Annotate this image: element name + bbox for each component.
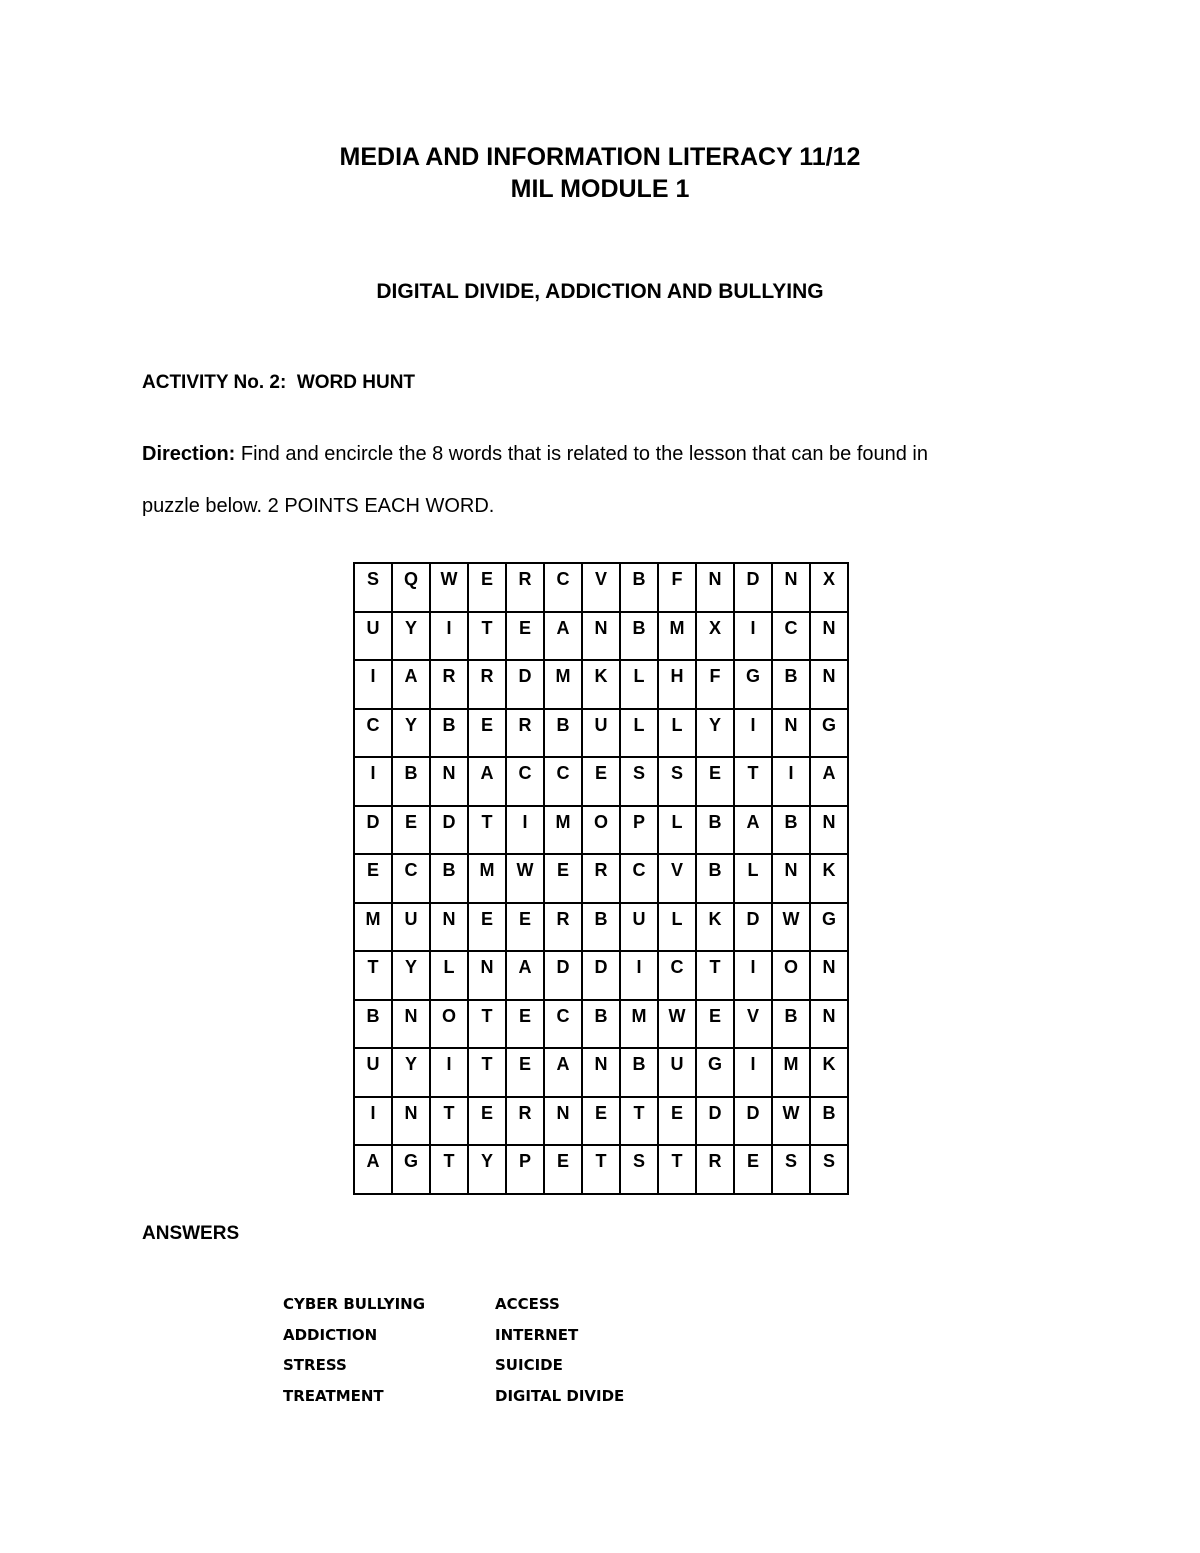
grid-cell[interactable]: V xyxy=(658,854,696,903)
grid-cell[interactable]: T xyxy=(696,951,734,1000)
grid-cell[interactable]: K xyxy=(696,903,734,952)
grid-cell[interactable]: C xyxy=(392,854,430,903)
grid-row xyxy=(354,1097,848,1146)
grid-cell[interactable]: X xyxy=(810,563,848,612)
grid-cell[interactable]: W xyxy=(430,563,468,612)
grid-cell[interactable]: S xyxy=(620,1145,658,1194)
grid-cell[interactable]: E xyxy=(468,1097,506,1146)
grid-cell[interactable]: U xyxy=(354,1048,392,1097)
grid-cell[interactable]: L xyxy=(620,660,658,709)
grid-cell[interactable]: E xyxy=(734,1145,772,1194)
grid-cell[interactable]: N xyxy=(810,1000,848,1049)
grid-cell[interactable]: S xyxy=(354,563,392,612)
grid-row xyxy=(354,854,848,903)
grid-cell[interactable]: T xyxy=(468,1048,506,1097)
grid-cell[interactable]: I xyxy=(354,757,392,806)
grid-cell[interactable]: E xyxy=(696,1000,734,1049)
direction-line-2: puzzle below. 2 POINTS EACH WORD. xyxy=(142,495,495,517)
grid-cell[interactable]: G xyxy=(734,660,772,709)
lesson-subtitle: DIGITAL DIVIDE, ADDICTION AND BULLYING xyxy=(376,280,824,303)
grid-cell[interactable]: E xyxy=(354,854,392,903)
grid-cell[interactable]: L xyxy=(734,854,772,903)
grid-cell[interactable]: T xyxy=(582,1145,620,1194)
grid-cell[interactable]: L xyxy=(430,951,468,1000)
grid-row xyxy=(354,1048,848,1097)
grid-cell[interactable]: T xyxy=(734,757,772,806)
grid-cell[interactable]: D xyxy=(544,951,582,1000)
grid-cell[interactable]: I xyxy=(734,951,772,1000)
grid-cell[interactable]: B xyxy=(772,660,810,709)
grid-cell[interactable]: K xyxy=(582,660,620,709)
grid-cell[interactable]: D xyxy=(734,903,772,952)
grid-row xyxy=(354,757,848,806)
grid-cell[interactable]: E xyxy=(582,1097,620,1146)
grid-cell[interactable]: N xyxy=(430,903,468,952)
grid-cell[interactable]: N xyxy=(582,612,620,661)
grid-cell[interactable]: B xyxy=(696,806,734,855)
grid-cell[interactable]: R xyxy=(506,563,544,612)
grid-cell[interactable]: Y xyxy=(392,1048,430,1097)
grid-cell[interactable]: D xyxy=(506,660,544,709)
grid-cell[interactable]: M xyxy=(620,1000,658,1049)
grid-cell[interactable]: N xyxy=(810,660,848,709)
grid-cell[interactable]: B xyxy=(620,612,658,661)
grid-cell[interactable]: S xyxy=(658,757,696,806)
grid-cell[interactable]: B xyxy=(620,1048,658,1097)
grid-cell[interactable]: T xyxy=(354,951,392,1000)
grid-cell[interactable]: B xyxy=(582,903,620,952)
grid-cell[interactable]: M xyxy=(468,854,506,903)
grid-row xyxy=(354,951,848,1000)
grid-cell[interactable]: V xyxy=(734,1000,772,1049)
document-title: MEDIA AND INFORMATION LITERACY 11/12 xyxy=(339,143,861,171)
grid-cell[interactable]: R xyxy=(506,1097,544,1146)
grid-cell[interactable]: E xyxy=(392,806,430,855)
grid-cell[interactable]: A xyxy=(354,1145,392,1194)
grid-cell[interactable]: E xyxy=(544,854,582,903)
grid-cell[interactable]: F xyxy=(658,563,696,612)
grid-row xyxy=(354,806,848,855)
grid-cell[interactable]: C xyxy=(354,709,392,758)
grid-cell[interactable]: R xyxy=(582,854,620,903)
grid-cell[interactable]: U xyxy=(582,709,620,758)
grid-cell[interactable]: N xyxy=(430,757,468,806)
grid-cell[interactable]: Y xyxy=(392,709,430,758)
grid-cell[interactable]: I xyxy=(620,951,658,1000)
grid-cell[interactable]: E xyxy=(506,903,544,952)
grid-cell[interactable]: A xyxy=(392,660,430,709)
grid-cell[interactable]: M xyxy=(544,806,582,855)
grid-cell[interactable]: N xyxy=(582,1048,620,1097)
grid-cell[interactable]: G xyxy=(810,903,848,952)
grid-row xyxy=(354,660,848,709)
direction-label: Direction: xyxy=(142,443,236,465)
grid-cell[interactable]: I xyxy=(354,1097,392,1146)
grid-cell[interactable]: C xyxy=(544,1000,582,1049)
word-search-grid xyxy=(353,562,849,1195)
grid-cell[interactable]: M xyxy=(354,903,392,952)
grid-row xyxy=(354,709,848,758)
grid-cell[interactable]: D xyxy=(354,806,392,855)
grid-row xyxy=(354,1145,848,1194)
answer-item: INTERNET xyxy=(495,1326,579,1344)
grid-cell[interactable]: C xyxy=(620,854,658,903)
answer-item: DIGITAL DIVIDE xyxy=(495,1387,625,1405)
grid-cell[interactable]: B xyxy=(582,1000,620,1049)
grid-cell[interactable]: K xyxy=(810,854,848,903)
grid-cell[interactable]: L xyxy=(658,709,696,758)
grid-cell[interactable]: R xyxy=(430,660,468,709)
grid-cell[interactable]: I xyxy=(734,1048,772,1097)
grid-cell[interactable]: I xyxy=(734,612,772,661)
grid-cell[interactable]: E xyxy=(468,903,506,952)
grid-cell[interactable]: Q xyxy=(392,563,430,612)
grid-cell[interactable]: E xyxy=(506,1000,544,1049)
grid-cell[interactable]: R xyxy=(544,903,582,952)
grid-cell[interactable]: F xyxy=(696,660,734,709)
grid-cell[interactable]: N xyxy=(810,951,848,1000)
grid-cell[interactable]: U xyxy=(620,903,658,952)
grid-cell[interactable]: E xyxy=(468,709,506,758)
grid-cell[interactable]: C xyxy=(506,757,544,806)
answer-item: SUICIDE xyxy=(495,1356,563,1374)
grid-cell[interactable]: W xyxy=(772,1097,810,1146)
grid-cell[interactable]: Y xyxy=(392,612,430,661)
grid-cell[interactable]: I xyxy=(506,806,544,855)
grid-cell[interactable]: B xyxy=(430,709,468,758)
grid-cell[interactable]: N xyxy=(810,612,848,661)
grid-cell[interactable]: E xyxy=(506,1048,544,1097)
grid-cell[interactable]: U xyxy=(658,1048,696,1097)
grid-cell[interactable]: S xyxy=(620,757,658,806)
grid-cell[interactable]: R xyxy=(506,709,544,758)
grid-cell[interactable]: I xyxy=(772,757,810,806)
grid-cell[interactable]: C xyxy=(658,951,696,1000)
answer-item: ADDICTION xyxy=(283,1326,378,1344)
grid-cell[interactable]: T xyxy=(468,1000,506,1049)
grid-cell[interactable]: T xyxy=(658,1145,696,1194)
grid-cell[interactable]: B xyxy=(696,854,734,903)
grid-cell[interactable]: U xyxy=(392,903,430,952)
grid-cell[interactable]: N xyxy=(772,854,810,903)
grid-cell[interactable]: E xyxy=(658,1097,696,1146)
grid-cell[interactable]: C xyxy=(544,563,582,612)
grid-cell[interactable]: I xyxy=(354,660,392,709)
grid-cell[interactable]: A xyxy=(468,757,506,806)
grid-cell[interactable]: N xyxy=(544,1097,582,1146)
grid-row xyxy=(354,563,848,612)
grid-cell[interactable]: S xyxy=(810,1145,848,1194)
grid-cell[interactable]: O xyxy=(582,806,620,855)
grid-cell[interactable]: T xyxy=(620,1097,658,1146)
grid-cell[interactable]: N xyxy=(772,563,810,612)
grid-cell[interactable]: O xyxy=(430,1000,468,1049)
grid-cell[interactable]: B xyxy=(354,1000,392,1049)
grid-cell[interactable]: E xyxy=(696,757,734,806)
grid-cell[interactable]: X xyxy=(696,612,734,661)
grid-cell[interactable]: A xyxy=(810,757,848,806)
grid-cell[interactable]: A xyxy=(544,612,582,661)
grid-cell[interactable]: G xyxy=(696,1048,734,1097)
grid-cell[interactable]: N xyxy=(772,709,810,758)
grid-cell[interactable]: Y xyxy=(468,1145,506,1194)
grid-cell[interactable]: W xyxy=(506,854,544,903)
grid-cell[interactable]: B xyxy=(620,563,658,612)
grid-cell[interactable]: S xyxy=(772,1145,810,1194)
grid-cell[interactable]: E xyxy=(468,563,506,612)
direction-text: Find and encircle the 8 words that is related to the lesson that can be found in xyxy=(235,443,928,465)
grid-row xyxy=(354,1000,848,1049)
grid-cell[interactable]: U xyxy=(354,612,392,661)
grid-cell[interactable]: H xyxy=(658,660,696,709)
grid-cell[interactable]: O xyxy=(772,951,810,1000)
grid-cell[interactable]: Y xyxy=(392,951,430,1000)
grid-cell[interactable]: T xyxy=(430,1145,468,1194)
grid-cell[interactable]: W xyxy=(658,1000,696,1049)
grid-cell[interactable]: D xyxy=(430,806,468,855)
grid-cell[interactable]: T xyxy=(468,612,506,661)
grid-cell[interactable]: M xyxy=(772,1048,810,1097)
grid-cell[interactable]: N xyxy=(468,951,506,1000)
answers-heading: ANSWERS xyxy=(142,1223,240,1244)
grid-cell[interactable]: N xyxy=(392,1097,430,1146)
grid-cell[interactable]: C xyxy=(772,612,810,661)
grid-cell[interactable]: I xyxy=(430,612,468,661)
grid-cell[interactable]: A xyxy=(734,806,772,855)
grid-cell[interactable]: D xyxy=(734,563,772,612)
grid-cell[interactable]: Y xyxy=(696,709,734,758)
grid-cell[interactable]: M xyxy=(544,660,582,709)
grid-cell[interactable]: I xyxy=(734,709,772,758)
grid-cell[interactable]: C xyxy=(544,757,582,806)
grid-cell[interactable]: B xyxy=(544,709,582,758)
grid-cell[interactable]: L xyxy=(658,903,696,952)
grid-cell[interactable]: A xyxy=(544,1048,582,1097)
grid-cell[interactable]: E xyxy=(582,757,620,806)
answer-item: CYBER BULLYING xyxy=(283,1295,426,1313)
grid-cell[interactable]: D xyxy=(696,1097,734,1146)
module-title: MIL MODULE 1 xyxy=(510,175,690,203)
grid-cell[interactable]: N xyxy=(696,563,734,612)
grid-cell[interactable]: G xyxy=(392,1145,430,1194)
grid-cell[interactable]: A xyxy=(506,951,544,1000)
grid-row xyxy=(354,612,848,661)
grid-cell[interactable]: N xyxy=(392,1000,430,1049)
answer-item: ACCESS xyxy=(495,1295,560,1313)
grid-cell[interactable]: T xyxy=(430,1097,468,1146)
grid-cell[interactable]: V xyxy=(582,563,620,612)
grid-cell[interactable]: B xyxy=(810,1097,848,1146)
grid-cell[interactable]: P xyxy=(620,806,658,855)
grid-cell[interactable]: B xyxy=(772,806,810,855)
grid-cell[interactable]: I xyxy=(430,1048,468,1097)
grid-cell[interactable]: G xyxy=(810,709,848,758)
answer-item: TREATMENT xyxy=(283,1387,384,1405)
activity-label: ACTIVITY No. 2: WORD HUNT xyxy=(142,372,416,393)
direction-line-1 xyxy=(142,441,928,467)
grid-cell[interactable]: E xyxy=(506,612,544,661)
grid-cell[interactable]: B xyxy=(430,854,468,903)
grid-cell[interactable]: N xyxy=(810,806,848,855)
grid-cell[interactable]: M xyxy=(658,612,696,661)
grid-cell[interactable]: L xyxy=(620,709,658,758)
grid-cell[interactable]: D xyxy=(582,951,620,1000)
grid-cell[interactable]: R xyxy=(468,660,506,709)
grid-cell[interactable]: L xyxy=(658,806,696,855)
grid-row xyxy=(354,903,848,952)
grid-cell[interactable]: P xyxy=(506,1145,544,1194)
grid-cell[interactable]: K xyxy=(810,1048,848,1097)
grid-cell[interactable]: B xyxy=(392,757,430,806)
grid-cell[interactable]: E xyxy=(544,1145,582,1194)
grid-cell[interactable]: R xyxy=(696,1145,734,1194)
grid-cell[interactable]: B xyxy=(772,1000,810,1049)
grid-cell[interactable]: D xyxy=(734,1097,772,1146)
answer-item: STRESS xyxy=(283,1356,347,1374)
grid-cell[interactable]: T xyxy=(468,806,506,855)
grid-cell[interactable]: W xyxy=(772,903,810,952)
